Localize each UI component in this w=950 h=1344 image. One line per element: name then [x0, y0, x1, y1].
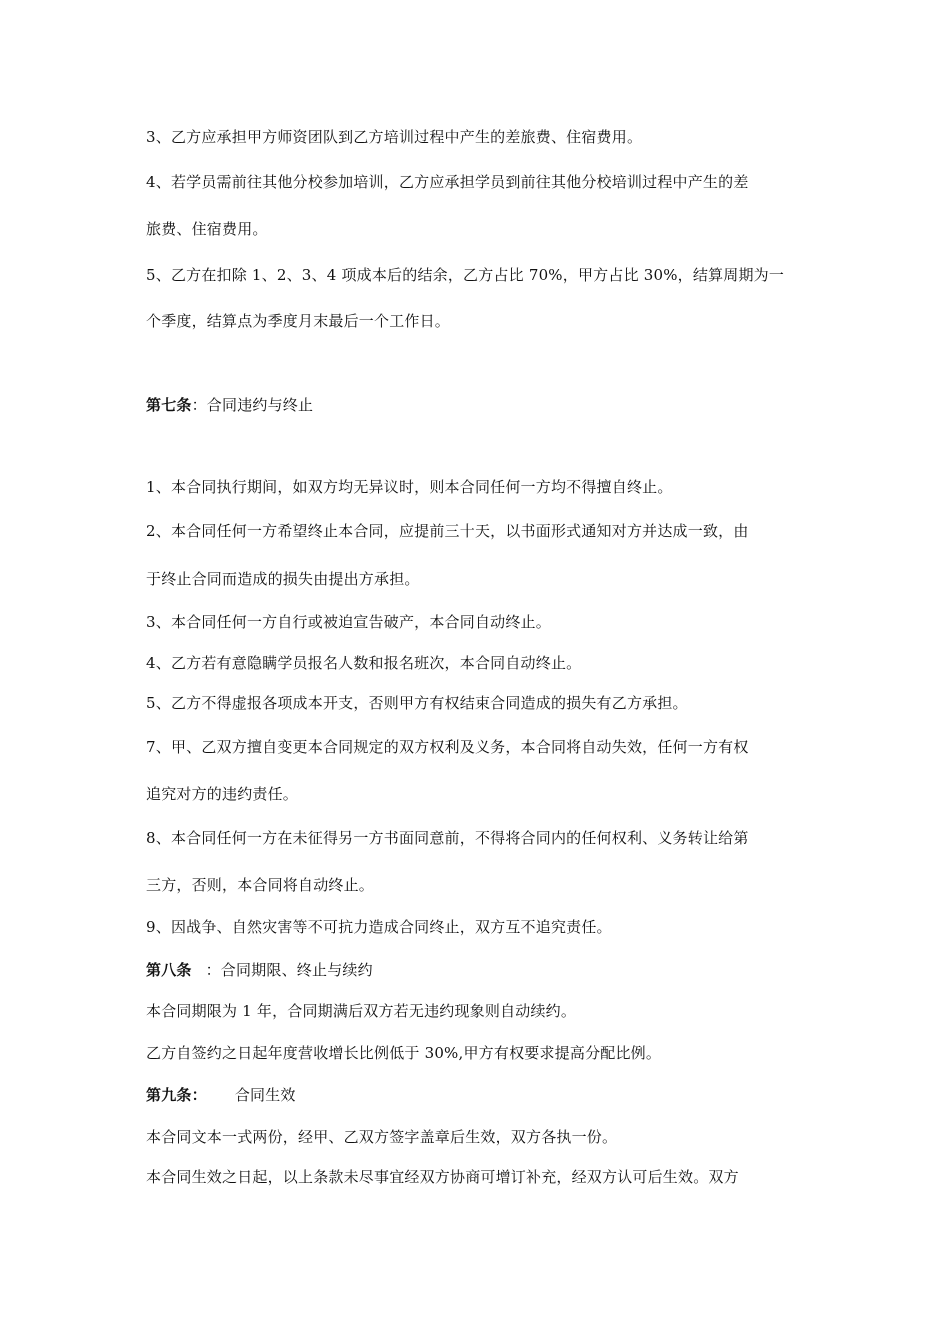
section8-title: ：合同期限、终止与续约 — [205, 961, 373, 979]
s7-item8-line2: 三方，否则，本合同将自动终止。 — [146, 876, 375, 894]
section9-heading — [146, 1085, 296, 1105]
s7-item2-line1: 2、本合同任何一方希望终止本合同，应提前三十天，以书面形式通知对方并达成一致，由 — [146, 522, 749, 540]
s6-item4-line1: 4、若学员需前往其他分校参加培训，乙方应承担学员到前往其他分校培训过程中产生的差 — [146, 173, 749, 191]
s6-item5-line1: 5、乙方在扣除 1、2、3、4 项成本后的结余，乙方占比 70%，甲方占比 30%，结算周期为一 — [146, 266, 785, 284]
s7-item7-line2: 追究对方的违约责任。 — [146, 785, 299, 803]
section9-title: 合同生效 — [234, 1086, 296, 1104]
s8-para2: 乙方自签约之日起年度营收增长比例低于 30%,甲方有权要求提高分配比例。 — [146, 1044, 662, 1062]
section9-label: 第九条： — [146, 1086, 207, 1104]
s8-para1: 本合同期限为 1 年，合同期满后双方若无违约现象则自动续约。 — [146, 1002, 577, 1020]
section8-heading — [146, 960, 373, 980]
s7-item8-line1: 8、本合同任何一方在未征得另一方书面同意前，不得将合同内的任何权利、义务转让给第 — [146, 829, 749, 847]
s6-item3: 3、乙方应承担甲方师资团队到乙方培训过程中产生的差旅费、住宿费用。 — [146, 128, 643, 146]
s7-item1: 1、本合同执行期间，如双方均无异议时，则本合同任何一方均不得擅自终止。 — [146, 478, 673, 496]
s9-para2: 本合同生效之日起，以上条款未尽事宜经双方协商可增订补充，经双方认可后生效。双方 — [146, 1168, 739, 1186]
s7-item5: 5、乙方不得虚报各项成本开支，否则甲方有权结束合同造成的损失有乙方承担。 — [146, 694, 688, 712]
s7-item3: 3、本合同任何一方自行或被迫宣告破产，本合同自动终止。 — [146, 613, 551, 631]
section8-label: 第八条 — [146, 961, 192, 979]
s9-para1: 本合同文本一式两份，经甲、乙双方签字盖章后生效，双方各执一份。 — [146, 1128, 618, 1146]
section7-label: 第七条 — [146, 396, 192, 414]
s7-item7-line1: 7、甲、乙双方擅自变更本合同规定的双方权利及义务，本合同将自动失效，任何一方有权 — [146, 738, 749, 756]
s7-item4: 4、乙方若有意隐瞒学员报名人数和报名班次，本合同自动终止。 — [146, 654, 582, 672]
s6-item4-line2: 旅费、住宿费用。 — [146, 220, 268, 238]
section7-heading — [146, 395, 313, 415]
section7-title: ：合同违约与终止 — [191, 396, 314, 414]
s6-item5-line2: 个季度，结算点为季度月末最后一个工作日。 — [146, 312, 451, 330]
s7-item2-line2: 于终止合同而造成的损失由提出方承担。 — [146, 570, 420, 588]
s7-item9: 9、因战争、自然灾害等不可抗力造成合同终止，双方互不追究责任。 — [146, 918, 612, 936]
